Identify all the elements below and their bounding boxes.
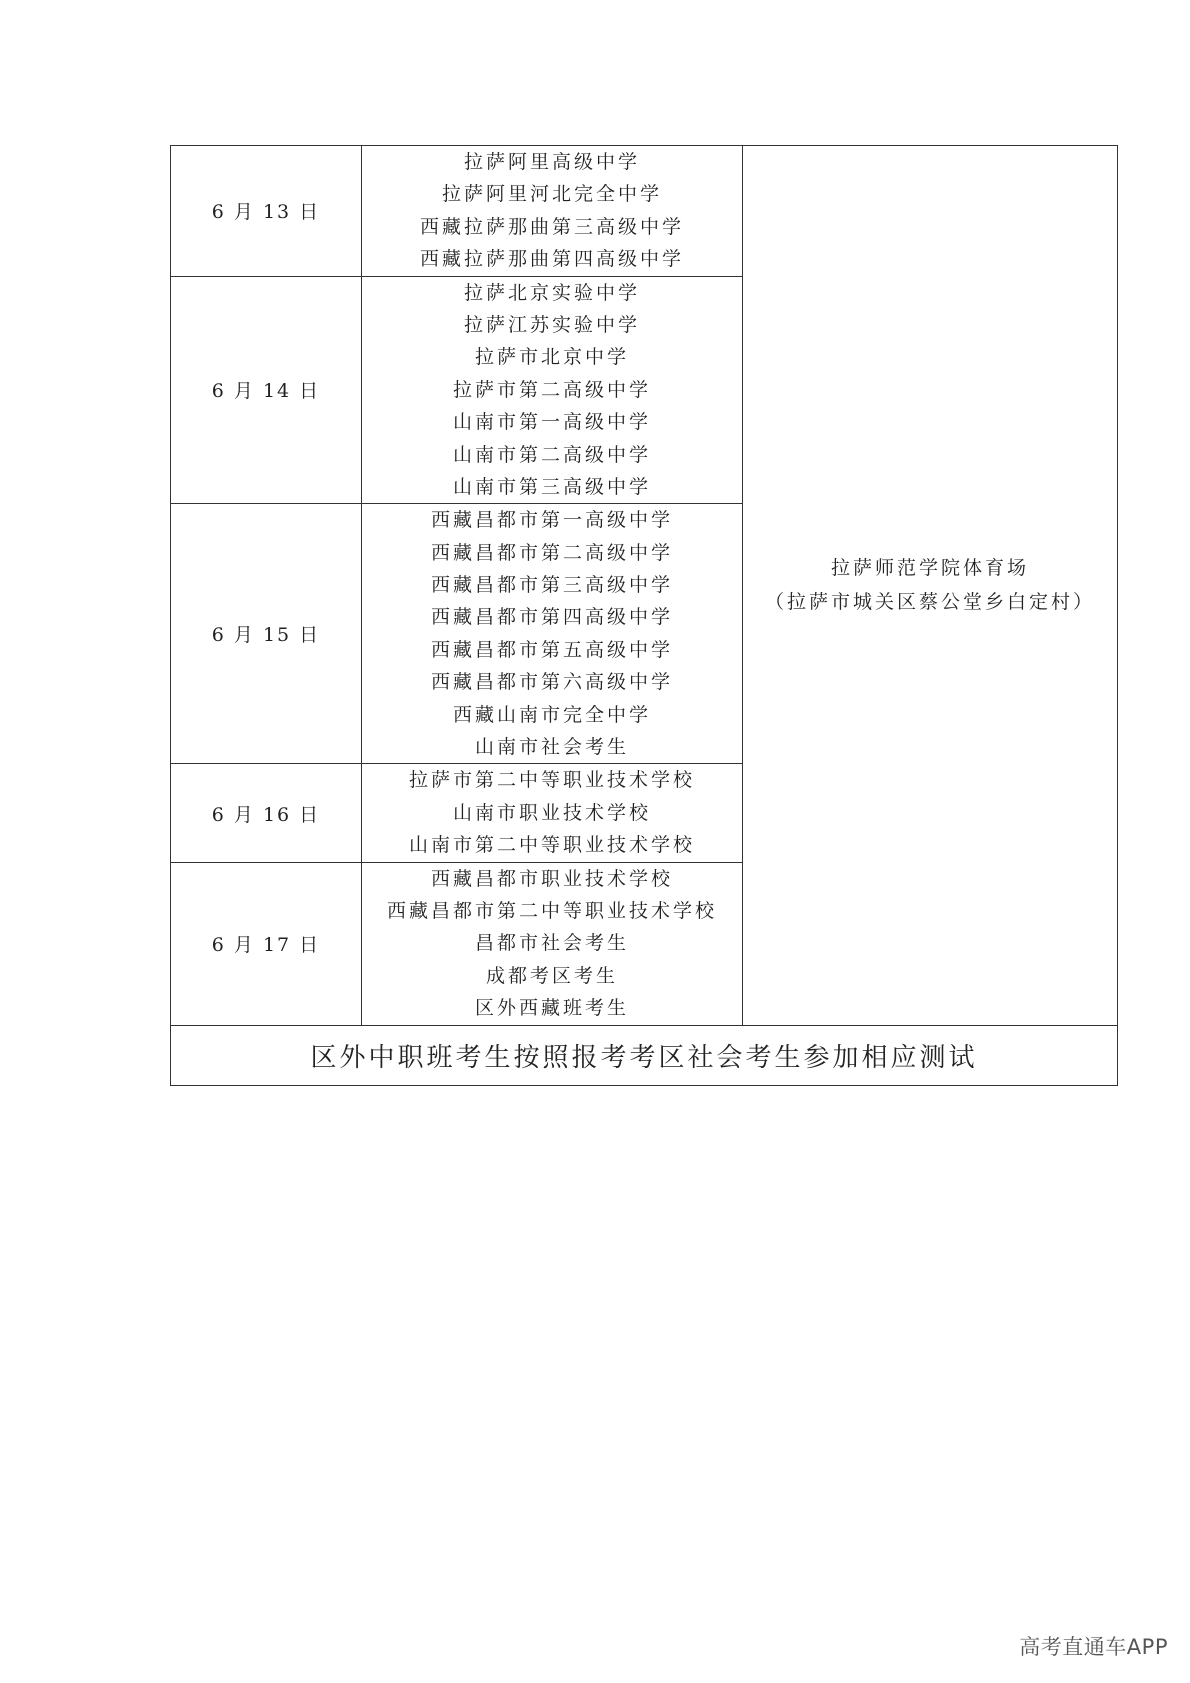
school-name: 西藏昌都市第六高级中学 — [430, 671, 673, 694]
school-list-cell — [362, 862, 743, 1025]
date-cell: 6 月 15 日 — [171, 504, 362, 764]
exam-schedule-table — [170, 145, 1118, 1086]
date-cell: 6 月 14 日 — [171, 276, 362, 504]
school-name: 拉萨阿里高级中学 — [463, 151, 640, 173]
school-name: 西藏昌都市第二高级中学 — [430, 541, 673, 564]
date-cell: 6 月 17 日 — [171, 862, 362, 1025]
note-cell: 区外中职班考生按照报考考区社会考生参加相应测试 — [171, 1025, 1118, 1085]
school-name: 拉萨市第二中等职业技术学校 — [408, 769, 695, 792]
school-list-cell — [362, 146, 743, 277]
venue-address: （拉萨市城关区蔡公堂乡白定村） — [764, 591, 1095, 614]
school-name: 拉萨阿里河北完全中学 — [441, 183, 662, 206]
school-name: 拉萨江苏实验中学 — [463, 313, 640, 336]
school-name: 西藏山南市完全中学 — [452, 703, 651, 726]
school-name: 拉萨市第二高级中学 — [452, 378, 651, 401]
venue-name: 拉萨师范学院体育场 — [830, 557, 1029, 580]
school-name: 拉萨市北京中学 — [474, 346, 629, 369]
school-name: 西藏昌都市职业技术学校 — [430, 867, 673, 890]
school-name: 区外西藏班考生 — [474, 997, 629, 1020]
school-list-cell — [362, 504, 743, 764]
school-name: 西藏昌都市第四高级中学 — [430, 606, 673, 629]
school-list-cell — [362, 764, 743, 862]
schedule-row — [171, 146, 1118, 277]
school-name: 拉萨北京实验中学 — [463, 281, 640, 304]
school-name: 昌都市社会考生 — [474, 932, 629, 955]
watermark: 高考直通车APP — [1019, 1635, 1168, 1659]
date-cell: 6 月 13 日 — [171, 146, 362, 277]
school-name: 山南市职业技术学校 — [452, 801, 651, 824]
school-name: 山南市第二中等职业技术学校 — [408, 834, 695, 857]
school-name: 西藏拉萨那曲第三高级中学 — [419, 215, 684, 238]
school-name: 山南市第一高级中学 — [452, 411, 651, 434]
venue-cell — [743, 146, 1118, 1026]
date-cell: 6 月 16 日 — [171, 764, 362, 862]
school-name: 山南市第三高级中学 — [452, 475, 651, 498]
note-row — [171, 1025, 1118, 1085]
school-name: 山南市社会考生 — [474, 736, 629, 759]
school-name: 西藏昌都市第一高级中学 — [430, 509, 673, 532]
school-name: 成都考区考生 — [485, 964, 618, 987]
school-name: 西藏昌都市第三高级中学 — [430, 574, 673, 597]
school-name: 西藏昌都市第二中等职业技术学校 — [386, 899, 717, 922]
school-name: 西藏昌都市第五高级中学 — [430, 638, 673, 661]
school-name: 西藏拉萨那曲第四高级中学 — [419, 248, 684, 271]
school-name: 山南市第二高级中学 — [452, 443, 651, 466]
school-list-cell — [362, 276, 743, 504]
